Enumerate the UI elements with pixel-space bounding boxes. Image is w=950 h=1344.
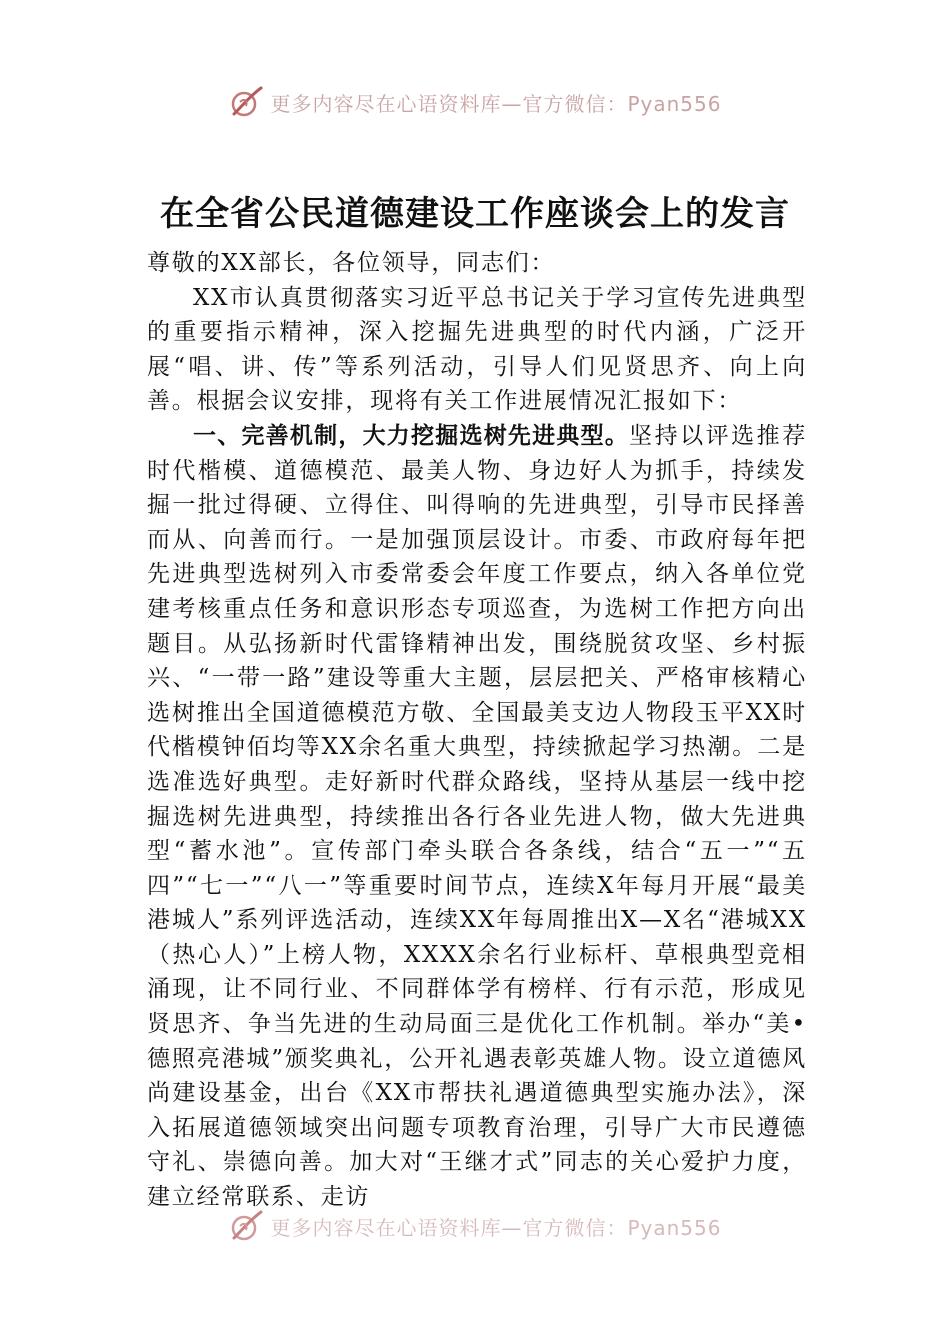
section-1-paragraph bbox=[147, 419, 807, 1215]
intro-paragraph: XX市认真贯彻落实习近平总书记关于学习宣传先进典型的重要指示精神，深入挖掘先进典型的时代内涵，广泛开展“唱、讲、传”等系列活动，引导人们见贤思齐、向上向善。根据会议安排，现将有关工作进展情况汇报如下： bbox=[147, 284, 807, 415]
section-1-body: 坚持以评选推荐时代楷模、道德模范、最美人物、身边好人为抓手，持续发掘一批过得硬、立得住、叫得响的先进典型，引导市民择善而从、向善而行。一是加强顶层设计。市委、市政府每年把先进典型选树列入市委常委会年度工作要点，纳入各单位党建考核重点任务和意识形态专项巡查，为选树工作把方向出题目。从弘扬新时代雷锋精神出发，围绕脱贫攻坚、乡村振兴、“一带一路”建设等重大主题，层层把关、严格审核精心选树推出全国道德模范方敬、全国最美支边人物段玉平XX时代楷模钟佰均等XX余名重大典型，持续掀起学习热潮。二是选准选好典型。走好新时代群众路线，坚持从基层一线中挖掘选树先进典型，持续推出各行各业先进人物，做大先进典型“蓄水池”。宣传部门牵头联合各条线，结合“五一”“五四”“七一”“八一”等重要时间节点，连续X年每月开展“最美港城人”系列评选活动，连续XX年每周推出X—X名“港城XX（热心人）”上榜人物，XXXX余名行业标杆、草根典型竞相涌现，让不同行业、不同群体学有榜样、行有示范，形成见贤思齐、争当先进的生动局面三是优化工作机制。举办“美•德照亮港城”颁奖典礼，公开礼遇表彰英雄人物。设立道德风尚建设基金，出台《XX市帮扶礼遇道德典型实施办法》，深入拓展道德领域突出问题专项教育治理，引导广大市民遵德守礼、崇德向善。加大对“王继才式”同志的关心爱护力度，建立经常联系、走访 bbox=[147, 422, 807, 1211]
section-1-heading: 一、完善机制，大力挖掘选树先进典型。 bbox=[193, 422, 630, 449]
document-title: 在全省公民道德建设工作座谈会上的发言 bbox=[160, 194, 790, 234]
watermark-footer bbox=[0, 1208, 950, 1244]
brush-circle-icon bbox=[228, 1208, 264, 1244]
document-body bbox=[147, 246, 807, 1215]
watermark-header bbox=[0, 84, 950, 120]
watermark-text: 更多内容尽在心语资料库—官方微信：Pyan556 bbox=[270, 1215, 722, 1240]
brush-circle-icon bbox=[228, 84, 264, 120]
salutation: 尊敬的XX部长，各位领导，同志们： bbox=[147, 250, 556, 276]
watermark-text: 更多内容尽在心语资料库—官方微信：Pyan556 bbox=[270, 91, 722, 116]
